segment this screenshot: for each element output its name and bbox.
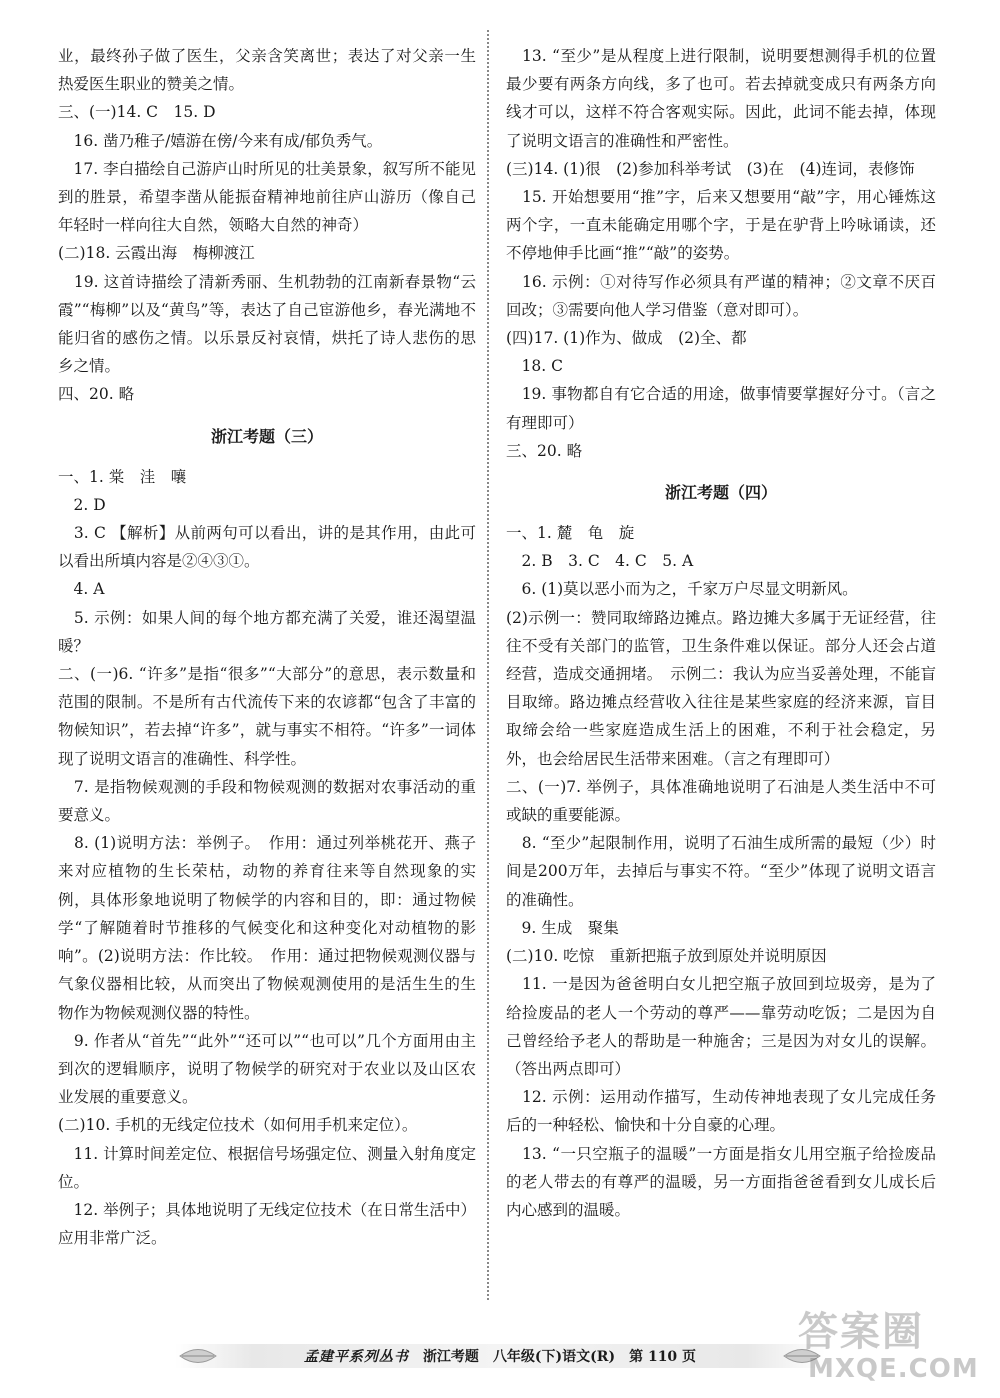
- answer-paragraph: (二)10. 手机的无线定位技术（如何用手机来定位）。: [58, 1116, 418, 1135]
- answer-paragraph: 11. 计算时间差定位、根据信号场强定位、测量入射角度定位。: [58, 1144, 476, 1191]
- answer-paragraph: 8. (1)说明方法：举例子。 作用：通过列举桃花开、燕子来对应植物的生长荣枯，动物的养育往来等自然现象的实例，具体形象地说明了物候学的内容和目的，即：通过物候学“了解随着时节推移的气候变化和这种变化对动植物的影响”。(2)说明方法：作比较。 作用：通过把物候观测仪器与气象仪器相比较，从而突出了物候观测使用的是活生生的生物作为物候观测仪器的特性。: [58, 834, 476, 1022]
- watermark-cn: 答案圈: [798, 1309, 924, 1355]
- page-footer: [175, 1341, 825, 1371]
- answer-paragraph: 11. 一是因为爸爸明白女儿把空瓶子放回到垃圾旁，是为了给捡废品的老人一个劳动的尊严——靠劳动吃饭；二是因为自己曾经给予老人的帮助是一种施舍；三是因为对女儿的误解。（答出两点即可）: [506, 975, 936, 1078]
- answer-paragraph: 3. C 【解析】从前两句可以看出，讲的是其作用，由此可以看出所填内容是②④③①。: [58, 524, 476, 571]
- answer-paragraph: 5. 示例：如果人间的每个地方都充满了关爱，谁还渴望温暖？: [58, 608, 476, 655]
- answer-paragraph: 8. “至少”起限制作用，说明了石油生成所需的最短（少）时间是200万年，去掉后与事实不符。“至少”体现了说明文语言的准确性。: [506, 834, 936, 909]
- section-title: 浙江考题（三）: [210, 426, 323, 446]
- answer-paragraph: (二)10. 吃惊 重新把瓶子放到原处并说明原因: [506, 947, 827, 966]
- answer-paragraph: 二、(一)7. 举例子，具体准确地说明了石油是人类生活中不可或缺的重要能源。: [506, 777, 936, 825]
- answer-paragraph: 16. 示例：①对待写作必须具有严谨的精神；②文章不厌百回改；③需要向他人学习借鉴（意对即可）。: [506, 272, 936, 319]
- page-number: 第 110 页: [629, 1349, 697, 1365]
- answer-paragraph: 12. 示例：运用动作描写，生动传神地表现了女儿完成任务后的一种轻松、愉快和十分自豪的心理。: [506, 1088, 936, 1135]
- answer-paragraph: 2. D: [58, 495, 106, 514]
- answer-paragraph: 13. “一只空瓶子的温暖”一方面是指女儿用空瓶子给捡废品的老人带去的有尊严的温暖，另一方面指爸爸看到女儿成长后内心感到的温暖。: [506, 1144, 936, 1219]
- answer-paragraph: 15. 开始想要用“推”字，后来又想要用“敲”字，用心锤炼这两个字，一直未能确定用哪个字，于是在驴背上吟咏诵读，还不停地伸手比画“推”“敲”的姿势。: [506, 188, 936, 263]
- left-column: [58, 42, 476, 1252]
- answer-paragraph: 2. B 3. C 4. C 5. A: [506, 552, 694, 571]
- column-divider: [487, 30, 489, 1300]
- answer-paragraph: 16. 凿乃稚子/嬉游在傍/今来有成/郁负秀气。: [58, 131, 383, 150]
- answer-paragraph: 9. 作者从“首先”“此外”“还可以”“也可以”几个方面用由主到次的逻辑顺序，说明了物候学的研究对于农业以及山区农业发展的重要意义。: [58, 1031, 476, 1107]
- answer-paragraph: 6. (1)莫以恶小而为之，千家万户尽显文明新风。: [506, 580, 858, 599]
- answer-paragraph: 业，最终孙子做了医生，父亲含笑离世；表达了对父亲一生热爱医生职业的赞美之情。: [58, 47, 476, 94]
- watermark: [790, 1300, 980, 1392]
- answer-paragraph: 9. 生成 聚集: [506, 918, 619, 937]
- answer-paragraph: 18. C: [506, 357, 563, 376]
- answer-paragraph: 一、1. 麓 龟 旋: [506, 524, 635, 543]
- answer-paragraph: 三、20. 略: [506, 441, 583, 460]
- answer-paragraph: 一、1. 棠 洼 嚷: [58, 467, 187, 486]
- section-title: 浙江考题（四）: [664, 483, 777, 503]
- answer-paragraph: 四、20. 略: [58, 385, 135, 404]
- answer-paragraph: 二、(一)6. “许多”是指“很多”“大部分”的意思，表示数量和范围的限制。不是所有古代流传下来的农谚都“包含了丰富的物候知识”，若去掉“许多”，就与事实不相符。“许多”一词体现了说明文语言的准确性、科学性。: [58, 665, 476, 768]
- answer-paragraph: 三、(一)14. C 15. D: [58, 103, 216, 122]
- answer-paragraph: 13. “至少”是从程度上进行限制，说明要想测得手机的位置最少要有两条方向线，多了也可。若去掉就变成只有两条方向线才可以，这样不符合客观实际。因此，此词不能去掉，体现了说明文语言的准确性和严密性。: [506, 47, 936, 150]
- answer-paragraph: (三)14. (1)很 (2)参加科举考试 (3)在 (4)连词，表修饰: [506, 159, 915, 178]
- answer-paragraph: (2)示例一：赞同取缔路边摊点。路边摊大多属于无证经营，往往不受有关部门的监管，卫生条件难以保证。部分人还会占道经营，造成交通拥堵。 示例二：我认为应当妥善处理，不能盲目取缔。路边摊点经营收入往往是某些家庭的经济来源，盲目取缔会给一些家庭造成生活上的困难，不利于社会稳定，另外，也会给居民生活带来困难。（言之有理即可）: [506, 608, 936, 768]
- answer-paragraph: 12. 举例子；具体地说明了无线定位技术（在日常生活中）应用非常广泛。: [58, 1200, 476, 1248]
- answer-paragraph: 19. 事物都自有它合适的用途，做事情要掌握好分寸。（言之有理即可）: [506, 385, 936, 432]
- answer-paragraph: 19. 这首诗描绘了清新秀丽、生机勃勃的江南新春景物“云霞”“梅柳”以及“黄鸟”等，表达了自己宦游他乡，春光满地不能归省的感伤之情。以乐景反衬哀情，烘托了诗人悲伤的思乡之情。: [58, 272, 476, 376]
- answer-paragraph: (四)17. (1)作为、做成 (2)全、都: [506, 329, 747, 348]
- series-name: 孟建平系列丛书: [303, 1349, 409, 1365]
- grade-subject: 八年级(下)语文(R): [492, 1349, 616, 1365]
- book-name: 浙江考题: [422, 1349, 479, 1365]
- watermark-en: MXQE.COM: [808, 1354, 979, 1384]
- answer-paragraph: 7. 是指物候观测的手段和物候观测的数据对农事活动的重要意义。: [58, 777, 476, 825]
- answer-paragraph: 4. A: [58, 580, 105, 599]
- answer-paragraph: (二)18. 云霞出海 梅柳渡江: [58, 244, 255, 263]
- right-column: [506, 42, 936, 1224]
- answer-paragraph: 17. 李白描绘自己游庐山时所见的壮美景象，叙写所不能见到的胜景，希望李凿从能振奋精神地前往庐山游历（像自己年轻时一样向往大自然，领略大自然的神奇）: [58, 159, 476, 235]
